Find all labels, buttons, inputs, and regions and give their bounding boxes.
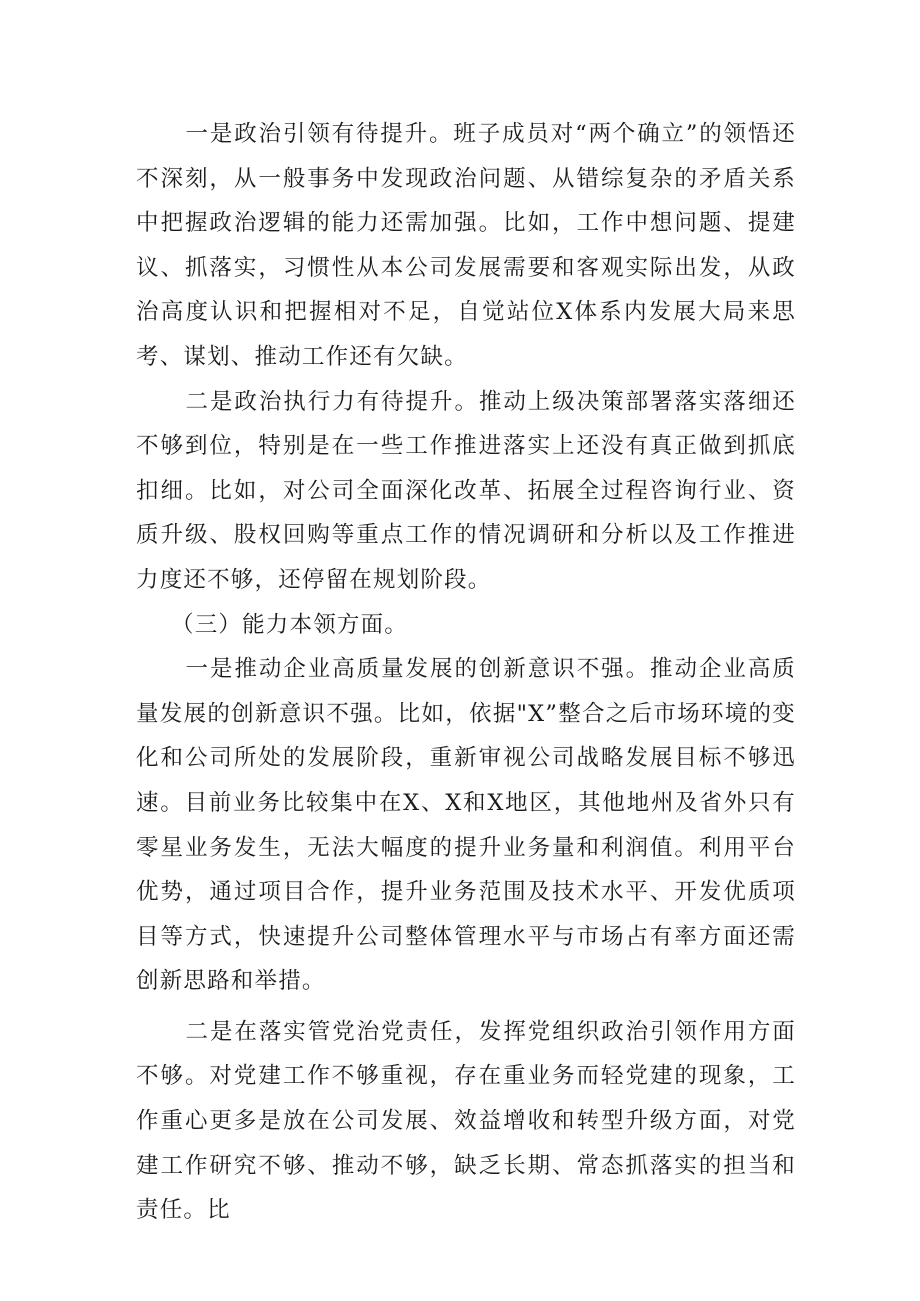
paragraph-political-leadership: 一是政治引领有待提升。班子成员对“两个确立”的领悟还不深刻，从一般事务中发现政治问题、从错综复杂的矛盾关系中把握政治逻辑的能力还需加强。比如，工作中想问题、提建议、抓落实，习惯性从本公司发展需要和客观实际出发，从政治高度认识和把握相对不足，自觉站位X体系内发展大局来思考、谋划、推动工作还有欠缺。 [136,121,796,370]
section-heading-ability: （三）能力本领方面。 [171,611,409,638]
paragraph-political-execution: 二是政治执行力有待提升。推动上级决策部署落实落细还不够到位，特别是在一些工作推进落实上还没有真正做到抓底扣细。比如，对公司全面深化改革、拓展全过程咨询行业、资质升级、股权回购等重点工作的情况调研和分析以及工作推进力度还不够，还停留在规划阶段。 [136,388,796,593]
document-body [136,112,796,1233]
paragraph-innovation-awareness: 一是推动企业高质量发展的创新意识不强。推动企业高质量发展的创新意识不强。比如，依据"X”整合之后市场环境的变化和公司所处的发展阶段，重新审视公司战略发展目标不够迅速。目前业务比较集中在X、X和X地区，其他地州及省外只有零星业务发生，无法大幅度的提升业务量和利润值。利用平台优势，通过项目合作，提升业务范围及技术水平、开发优质项目等方式，快速提升公司整体管理水平与市场占有率方面还需创新思路和举措。 [136,656,796,995]
paragraph-party-responsibility: 二是在落实管党治党责任，发挥党组织政治引领作用方面不够。对党建工作不够重视，存在重业务而轻党建的现象，工作重心更多是放在公司发展、效益增收和转型升级方面，对党建工作研究不够、推动不够，缺乏长期、常态抓落实的担当和责任。比 [136,1018,796,1224]
